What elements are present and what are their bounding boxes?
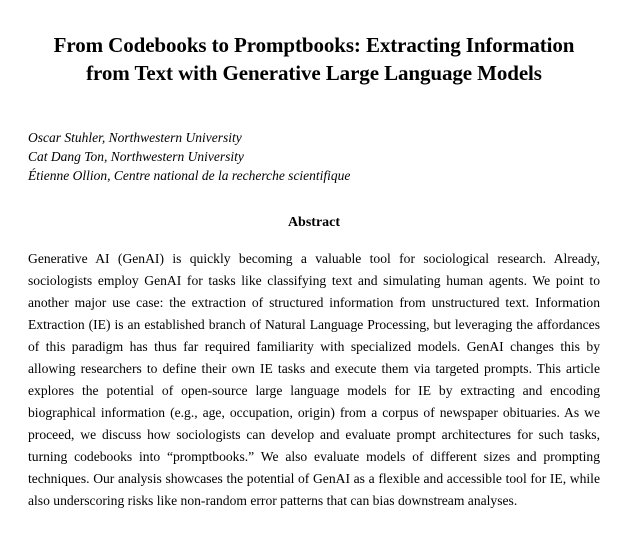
title-line-1: From Codebooks to Promptbooks: Extracting Information <box>53 33 575 57</box>
author-2: Cat Dang Ton, Northwestern University <box>28 149 244 164</box>
author-1: Oscar Stuhler, Northwestern University <box>28 129 242 145</box>
page-title <box>26 32 602 88</box>
abstract-text: Generative AI (GenAI) is quickly becoming a valuable tool for sociological research. Already, sociologists employ GenAI for tasks like classifying text and simulating human agents. We point to another major use case: the extraction of structured information from unstructured text. Information Extraction (IE) is an established branch of Natural Language Processing, but leveraging the affordances of this paradigm has thus far required familiarity with specialized models. GenAI changes this by allowing researchers to define their own IE tasks and execute them via targeted prompts. This article explores the potential of open-source large language models for IE by extracting and encoding biographical information (e.g., age, occupation, origin) from a corpus of newspaper obituaries. As we proceed, we discuss how sociologists can develop and evaluate prompt architectures for such tasks, turning codebooks into “promptbooks.” We also evaluate models of different sizes and prompting techniques. Our analysis showcases the potential of GenAI as a flexible and accessible tool for IE, while also underscoring risks like non-random error patterns that can bias downstream analyses. <box>28 251 600 509</box>
title-line-2: from Text with Generative Large Language Models <box>86 60 542 85</box>
abstract-heading: Abstract <box>287 215 341 231</box>
author-3: Étienne Ollion, Centre national de la recherche scientifique <box>28 168 351 184</box>
author-list <box>26 128 602 185</box>
